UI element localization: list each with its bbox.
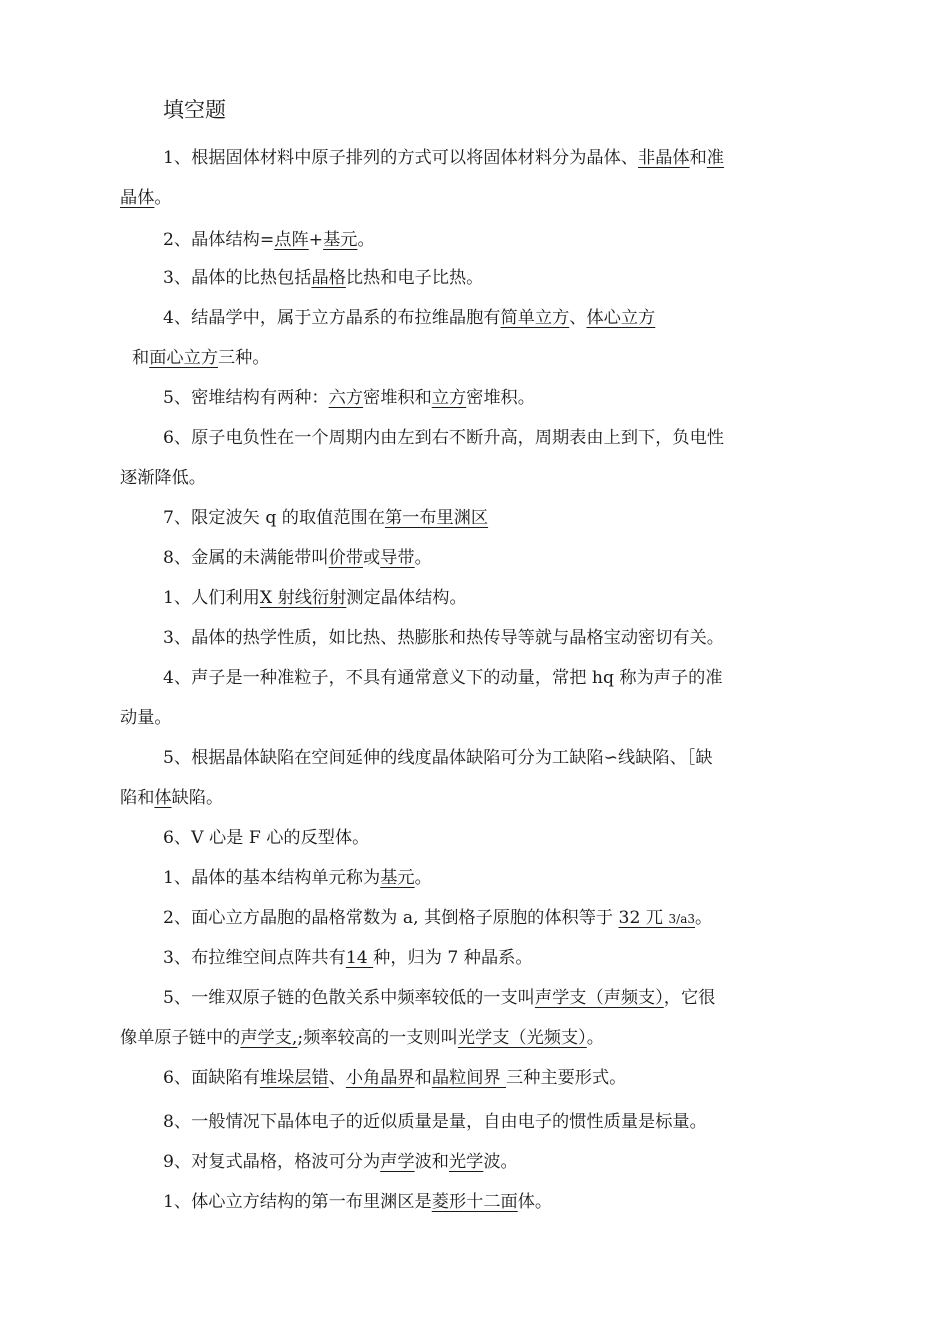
- answer-blank: 晶体: [120, 188, 155, 208]
- answer-blank: 体心立方: [586, 308, 656, 328]
- question-text: 和: [132, 348, 150, 368]
- question-item: [120, 298, 828, 378]
- question-line: [120, 498, 828, 538]
- question-item: [120, 898, 828, 939]
- question-item: [120, 978, 828, 1058]
- question-line: [120, 458, 828, 498]
- question-text: 三种。: [217, 348, 270, 368]
- question-text: 测定晶体结构。: [346, 588, 467, 608]
- question-text: 种，归为 7 种晶系。: [373, 948, 533, 968]
- section-heading: 填空题: [163, 98, 226, 122]
- question-text: 3、晶体的热学性质，如比热、热膨胀和热传导等就与晶格宝动密切有关。: [163, 628, 724, 648]
- answer-blank: 3/a3: [668, 912, 696, 926]
- question-text: 波和: [414, 1152, 449, 1172]
- question-line: [120, 298, 828, 338]
- question-line: [120, 658, 828, 698]
- question-line: [120, 858, 828, 898]
- question-item: [120, 658, 828, 738]
- answer-blank: 小角晶界: [345, 1068, 415, 1088]
- question-text: 、: [569, 308, 587, 328]
- question-line: [120, 578, 828, 618]
- question-item: [120, 818, 828, 858]
- question-text: 。: [154, 188, 172, 208]
- question-text: 、: [328, 1068, 346, 1088]
- question-text: 4、声子是一种准粒子，不具有通常意义下的动量，常把 hq 称为声子的准: [163, 668, 723, 688]
- answer-blank: 点阵: [274, 230, 309, 250]
- question-text: 缺陷。: [171, 788, 224, 808]
- question-item: [120, 1182, 828, 1222]
- answer-blank: 晶粒间界: [431, 1068, 507, 1088]
- question-item: [120, 138, 828, 218]
- answer-blank: 堆垛层错: [259, 1068, 329, 1088]
- answer-blank: 面心立方: [149, 348, 218, 368]
- question-line: [120, 338, 828, 378]
- answer-blank: 导带: [380, 548, 415, 568]
- answer-blank: 价带: [328, 548, 364, 568]
- question-item: [120, 220, 828, 260]
- question-line: [120, 898, 828, 939]
- answer-blank: X 射线衍射: [259, 588, 347, 608]
- question-line: [120, 538, 828, 578]
- question-text: 。: [586, 1028, 604, 1048]
- question-text: 和: [414, 1068, 432, 1088]
- question-text: 2、面心立方晶胞的晶格常数为 a, 其倒格子原胞的体积等于: [163, 908, 619, 928]
- question-text: 像单原子链中的: [120, 1028, 241, 1048]
- answer-blank: 简单立方: [500, 308, 570, 328]
- question-text: 5、一维双原子链的色散关系中频率较低的一支叫: [163, 988, 535, 1008]
- question-line: [120, 698, 828, 738]
- question-item: [120, 538, 828, 578]
- answer-blank: 声学: [380, 1152, 415, 1172]
- question-text: 密堆积和: [363, 388, 432, 408]
- question-text: 。: [357, 230, 375, 250]
- question-text: 波。: [483, 1152, 518, 1172]
- question-item: [120, 378, 828, 418]
- question-text: 5、根据晶体缺陷在空间延伸的线度晶体缺陷可分为工缺陷∽线缺陷、［缺: [163, 748, 713, 768]
- question-text: 。: [695, 908, 713, 928]
- answer-blank: 光学支（光频支）: [457, 1028, 587, 1048]
- question-line: [120, 738, 828, 778]
- question-text: 或: [363, 548, 381, 568]
- question-item: [120, 1102, 828, 1142]
- question-text: 1、体心立方结构的第一布里渊区是: [163, 1192, 432, 1212]
- question-text: 陷和: [120, 788, 155, 808]
- question-line: [120, 138, 828, 178]
- question-text: 6、V 心是 F 心的反型体。: [163, 828, 370, 848]
- question-item: [120, 418, 828, 498]
- question-text: 8、一般情况下晶体电子的近似质量是量，自由电子的惯性质量是标量。: [163, 1112, 707, 1132]
- answer-blank: 基元: [380, 868, 415, 888]
- question-text: 8、金属的未满能带叫: [163, 548, 329, 568]
- question-line: [120, 1018, 828, 1058]
- question-line: [120, 978, 828, 1018]
- question-text: 比热和电子比热。: [345, 268, 484, 288]
- answer-blank: 32 兀: [618, 908, 669, 928]
- question-text: 5、密堆结构有两种：: [163, 388, 329, 408]
- answer-blank: 光学: [448, 1152, 484, 1172]
- answer-blank: 14: [345, 948, 374, 968]
- question-text: 6、面缺陷有: [163, 1068, 260, 1088]
- answer-blank: 声学支,: [240, 1028, 298, 1048]
- question-text: 体。: [517, 1192, 553, 1212]
- answer-blank: 声学支（声频支）: [534, 988, 664, 1008]
- question-text: 1、根据固体材料中原子排列的方式可以将固体材料分为晶体、: [163, 148, 639, 168]
- question-text: 4、结晶学中，属于立方晶系的布拉维晶胞有: [163, 308, 501, 328]
- question-text: ，它很: [663, 988, 716, 1008]
- question-item: [120, 858, 828, 898]
- question-text: 动量。: [120, 708, 172, 728]
- question-item: [120, 258, 828, 298]
- question-line: [120, 418, 828, 458]
- question-line: [120, 618, 828, 658]
- question-line: [120, 938, 828, 978]
- question-text: 和: [689, 148, 707, 168]
- question-text: 。: [414, 548, 432, 568]
- answer-blank: 立方: [431, 388, 467, 408]
- question-line: [120, 1058, 828, 1098]
- question-text: 。: [414, 868, 432, 888]
- question-line: [120, 220, 828, 260]
- question-item: [120, 938, 828, 978]
- question-item: [120, 618, 828, 658]
- question-text: 2、晶体结构=: [163, 230, 275, 250]
- answer-blank: 菱形十二面: [431, 1192, 518, 1212]
- question-line: [120, 778, 828, 818]
- question-text: 3、晶体的比热包括: [163, 268, 312, 288]
- question-item: [120, 1142, 828, 1182]
- answer-blank: 基元: [323, 230, 358, 250]
- question-line: [120, 378, 828, 418]
- question-text: 7、限定波矢 q 的取值范围在: [163, 508, 385, 528]
- question-text: ;频率较高的一支则叫: [297, 1028, 458, 1048]
- question-text: 密堆积。: [466, 388, 535, 408]
- question-item: [120, 1058, 828, 1098]
- question-line: [120, 1102, 828, 1142]
- answer-blank: 六方: [328, 388, 364, 408]
- question-line: [120, 818, 828, 858]
- question-item: [120, 578, 828, 618]
- question-item: [120, 498, 828, 538]
- question-item: [120, 738, 828, 818]
- question-text: 三种主要形式。: [506, 1068, 627, 1088]
- question-line: [120, 258, 828, 298]
- answer-blank: 晶格: [311, 268, 346, 288]
- question-line: [120, 1182, 828, 1222]
- answer-blank: 准: [706, 148, 724, 168]
- answer-blank: 非晶体: [638, 148, 690, 168]
- question-line: [120, 1142, 828, 1182]
- question-text: 6、原子电负性在一个周期内由左到右不断升高，周期表由上到下，负电性: [163, 428, 724, 448]
- question-text: 1、晶体的基本结构单元称为: [163, 868, 381, 888]
- answer-blank: 第一布里渊区: [384, 508, 489, 528]
- question-line: [120, 178, 828, 218]
- answer-blank: 体: [154, 788, 172, 808]
- question-text: 逐渐降低。: [120, 468, 206, 488]
- question-text: 9、对复式晶格，格波可分为: [163, 1152, 381, 1172]
- question-text: 3、布拉维空间点阵共有: [163, 948, 346, 968]
- question-text: 1、人们利用: [163, 588, 260, 608]
- question-text: +: [308, 230, 324, 250]
